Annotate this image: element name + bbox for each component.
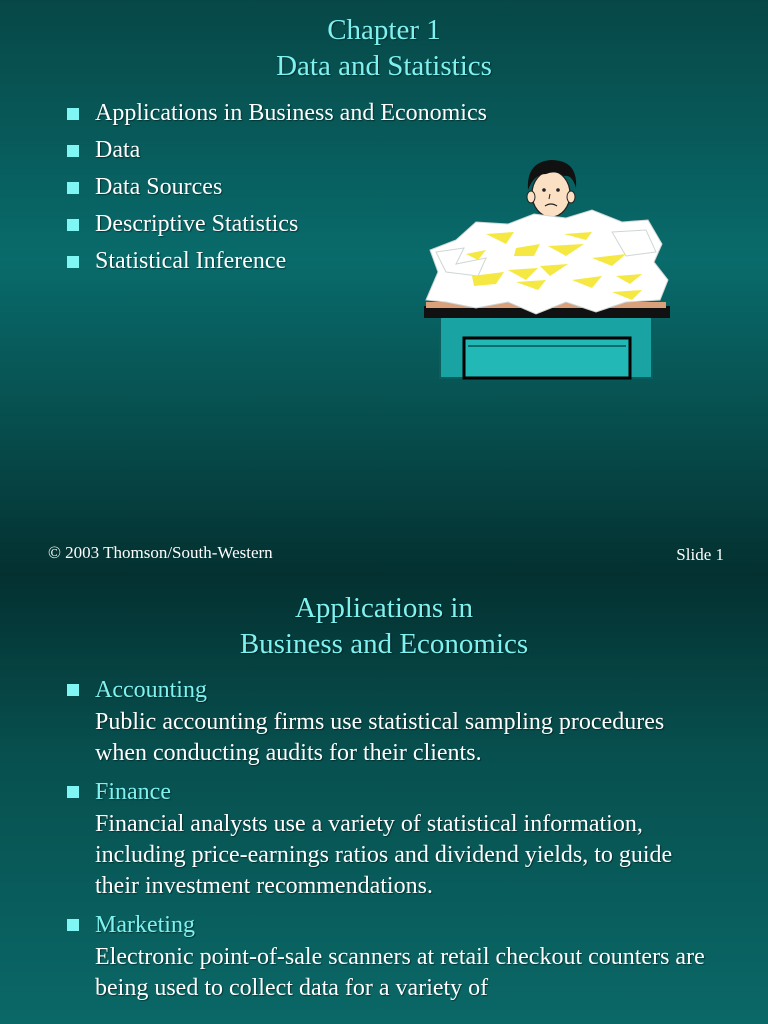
item-text: Public accounting firms use statistical sampling procedures when conducting audits for their clients. [95,709,665,766]
square-bullet-icon [67,256,79,268]
title-line-2: Data and Statistics [276,50,492,82]
list-item: Statistical Inference [66,243,487,280]
slide-number: Slide 1 [676,545,724,564]
square-bullet-icon [67,684,79,696]
applications-list [66,673,716,1010]
list-item: Applications in Business and Economics [66,95,487,132]
list-item [66,908,716,1004]
list-item: Descriptive Statistics [66,206,487,243]
square-bullet-icon [67,786,79,798]
copyright-footer: © 2003 Thomson/South-Western [48,543,273,562]
item-text: Financial analysts use a variety of statistical information, including price-earnings ratios and dividend yields, to guide their investment recommendations. [95,811,673,899]
slide-2-title [0,590,768,662]
item-heading: Finance [95,779,171,805]
person-buried-in-papers-icon [416,152,676,382]
square-bullet-icon [67,108,79,120]
square-bullet-icon [67,919,79,931]
square-bullet-icon [67,219,79,231]
item-heading: Marketing [95,912,195,938]
item-heading: Accounting [95,677,207,703]
title-line-2: Business and Economics [239,628,529,660]
square-bullet-icon [67,145,79,157]
title-line-1: Applications in [294,592,473,624]
item-text: Electronic point-of-sale scanners at retail checkout counters are being used to collect data for a variety of [95,944,705,1001]
list-item [66,673,716,769]
list-item: Data Sources [66,169,487,206]
title-line-1: Chapter 1 [327,14,441,46]
slide-2 [0,576,768,1024]
list-item [66,775,716,902]
square-bullet-icon [67,182,79,194]
list-item: Data [66,132,487,169]
slide-1-title [0,12,768,84]
